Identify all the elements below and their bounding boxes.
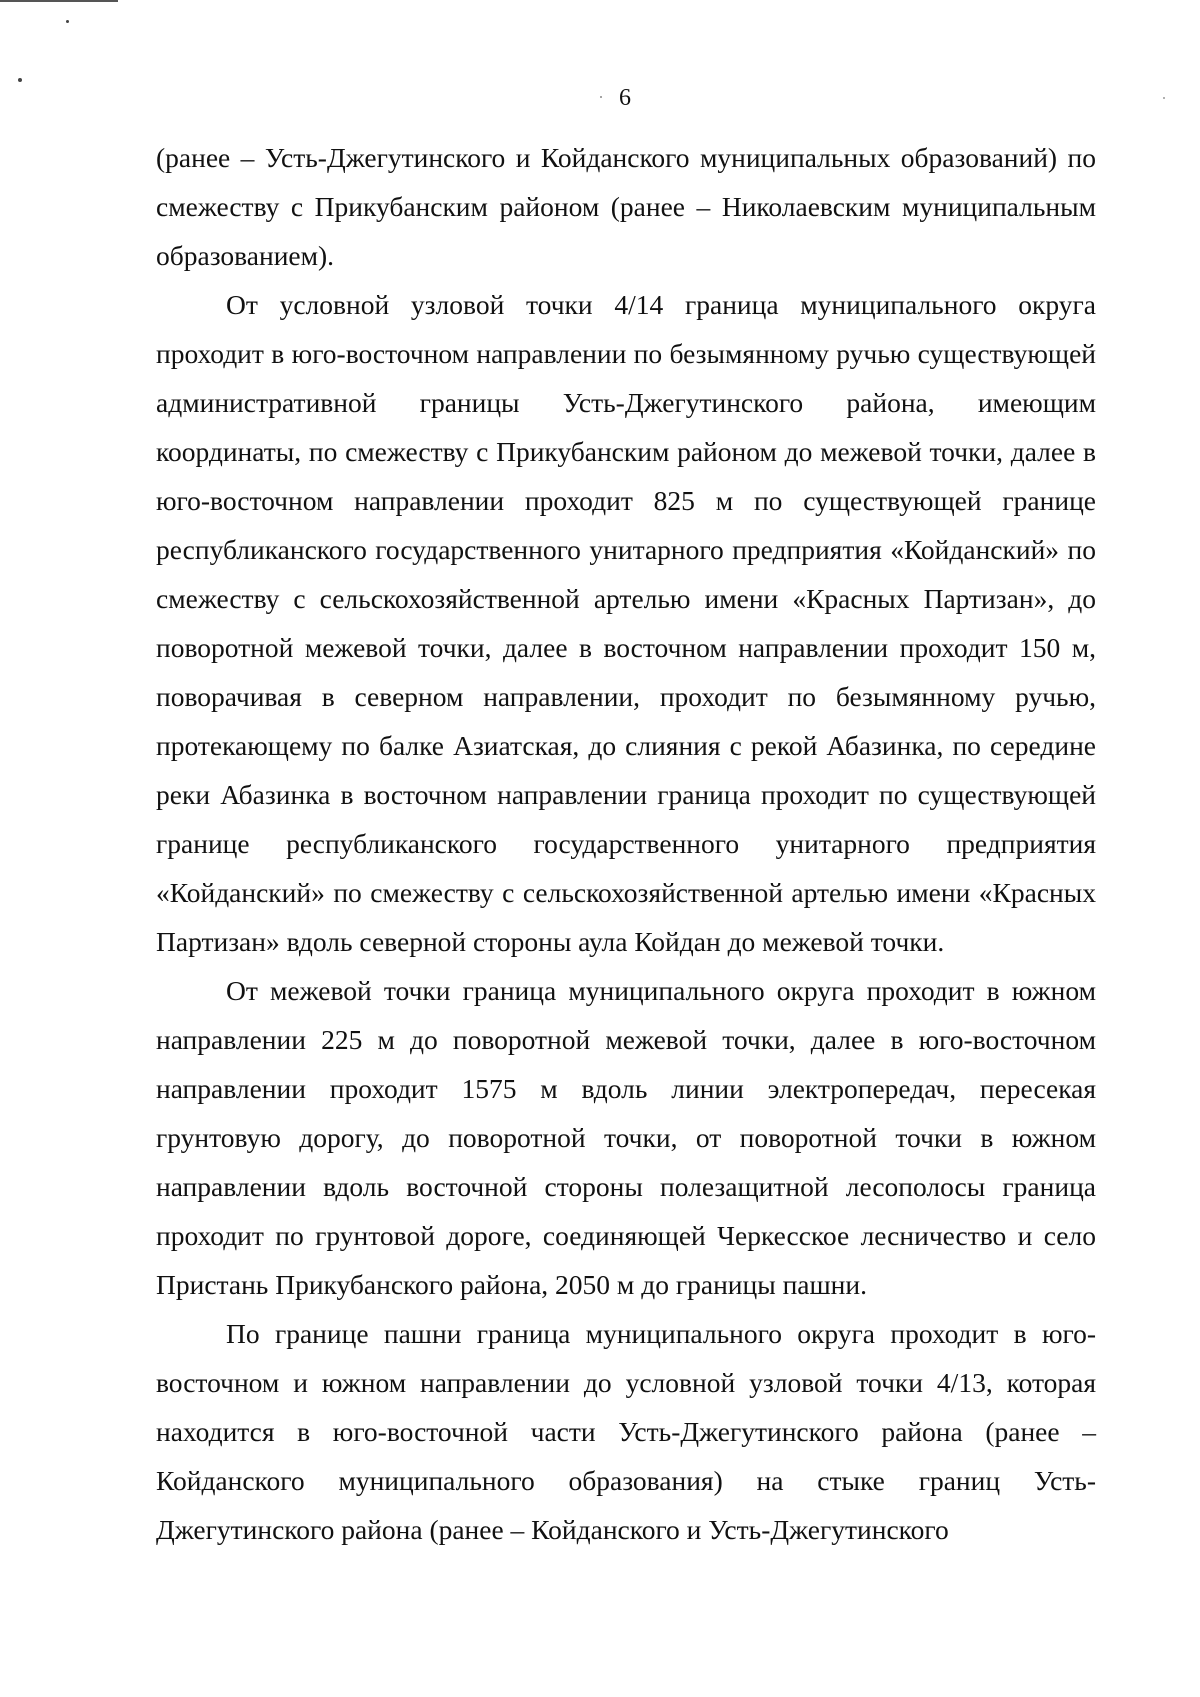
paragraph: По границе пашни граница муниципального округа проходит в юго-восточном и южном направлении до условной узловой точки 4/13, которая находится в юго-восточной части Усть-Джегутинского района (ранее – Койданского муниципального образования) на стыке границ Усть-Джегутинского района (ранее – Койданского и Усть-Джегутинского: [156, 1318, 1096, 1545]
scan-speck: [18, 78, 22, 82]
page-number: 6: [619, 85, 631, 111]
scan-edge-line: [0, 0, 118, 2]
paragraph-continuation: (ранее – Усть-Джегутинского и Койданского муниципальных образований) по смежеству с Прикубанским районом (ранее – Николаевским муниципальным образованием).: [156, 142, 1096, 271]
paragraph: От межевой точки граница муниципального округа проходит в южном направлении 225 м до поворотной межевой точки, далее в юго-восточном направлении проходит 1575 м вдоль линии электропередач, пересекая грунтовую дорогу, до поворотной точки, от поворотной точки в южном направлении вдоль восточной стороны полезащитной лесополосы граница проходит по грунтовой дороге, соединяющей Черкесское лесничество и село Пристань Прикубанского района, 2050 м до границы пашни.: [156, 975, 1096, 1300]
scan-speck: [66, 20, 69, 23]
paragraph: От условной узловой точки 4/14 граница муниципального округа проходит в юго-восточном направлении по безымянному ручью существующей административной границы Усть-Джегутинского района, имеющим координаты, по смежеству с Прикубанским районом до межевой точки, далее в юго-восточном направлении проходит 825 м по существующей границе республиканского государственного унитарного предприятия «Койданский» по смежеству с сельскохозяйственной артелью имени «Красных Партизан», до поворотной межевой точки, далее в восточном направлении проходит 150 м, поворачивая в северном направлении, проходит по безымянному ручью, протекающему по балке Азиатская, до слияния с рекой Абазинка, по середине реки Абазинка в восточном направлении граница проходит по существующей границе республиканского государственного унитарного предприятия «Койданский» по смежеству с сельскохозяйственной артелью имени «Красных Партизан» вдоль северной стороны аула Койдан до межевой точки.: [156, 289, 1096, 957]
document-body: [156, 133, 1096, 1554]
